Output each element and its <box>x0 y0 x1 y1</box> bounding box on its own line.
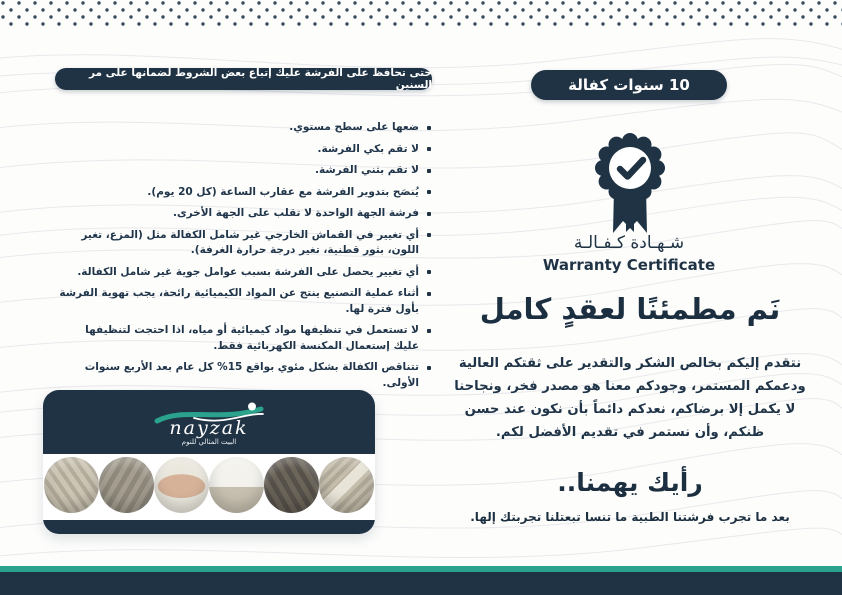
product-photo <box>319 457 374 513</box>
product-photo <box>154 457 209 513</box>
product-photos-row <box>43 454 375 516</box>
thanks-paragraph: نتقدم إليكم بخالص الشكر والتقدير على ثقتكم العالية ودعمكم المستمر، وجودكم معنا هو مصدر فخر، ونجاحنا لا يكمل إلا برضاكم، نعدكم دائماً بأن نكون عند حسن ظنكم، وأن نستمر في تقديم الأفضل لكم. <box>454 356 806 440</box>
condition-item: لا تقم بثني الفرشة. <box>57 163 432 179</box>
warranty-years-banner: 10 سنوات كفالة <box>531 70 727 100</box>
condition-item: لا تستعمل في تنظيفها مواد كيميائية أو مياه، اذا احتجت لتنظيفها عليك إستعمال المكنسة الكهربائية فقط. <box>57 323 432 354</box>
certificate-title-english: Warranty Certificate <box>542 256 716 274</box>
brand-logo-text: nayzak <box>169 417 249 439</box>
brand-card-header <box>43 390 375 454</box>
condition-item: تتناقص الكفالة بشكل مئوي بواقع 15% كل عام بعد الأربع سنوات الأولى. <box>57 360 432 391</box>
product-photo <box>209 457 264 513</box>
brand-card <box>43 390 375 534</box>
logo-dot-icon <box>248 403 256 411</box>
conditions-list <box>57 120 432 397</box>
feedback-note: بعد ما تجرب فرشتنا الطبية ما تنسا تبعتلنا تجربتك إلها. <box>470 510 790 524</box>
product-photo <box>44 457 99 513</box>
condition-item: يُنصَح بتدوير الفرشة مع عقارب الساعة (كل 20 يوم). <box>57 185 432 201</box>
product-photo <box>99 457 154 513</box>
feedback-heading: رأيك يهمنا.. <box>557 468 703 497</box>
condition-item: ضعها على سطح مستوي. <box>57 120 432 136</box>
dot-pattern <box>0 0 842 28</box>
condition-item: لا تقم بكي الفرشة. <box>57 142 432 158</box>
condition-item: فرشة الجهة الواحدة لا تقلب على الجهة الأخرى. <box>57 206 432 222</box>
conditions-banner: حتى تحافظ على الفرشة عليك إتباع بعض الشروط لضمانها على مر السنين <box>55 68 432 90</box>
product-photo <box>264 457 319 513</box>
condition-item: أي تغيير يحصل على الفرشة بسبب عوامل جوية غير شامل الكفالة. <box>57 265 432 281</box>
calligraphy-heading: نَم مطمئنًا لعقدٍ كامل <box>479 292 781 326</box>
brand-card-footer-bar <box>43 520 375 534</box>
condition-item: أثناء عملية التصنيع ينتج عن المواد الكيميائية رائحة، يجب تهوية الفرشة بأول فترة لها. <box>57 286 432 317</box>
certificate-title-arabic: شـهـادة كـفـالـة <box>573 233 685 253</box>
footer-navy-band <box>0 572 842 595</box>
ribbon-badge-icon <box>580 128 680 236</box>
condition-item: أي تغيير في القماش الخارجي غير شامل الكفالة مثل (المزع، تغير اللون، بثور قطنية، تغير درجة حرارة الغرفة). <box>57 228 432 259</box>
brand-logo-tagline: البيت المثالي للنوم <box>181 438 237 446</box>
